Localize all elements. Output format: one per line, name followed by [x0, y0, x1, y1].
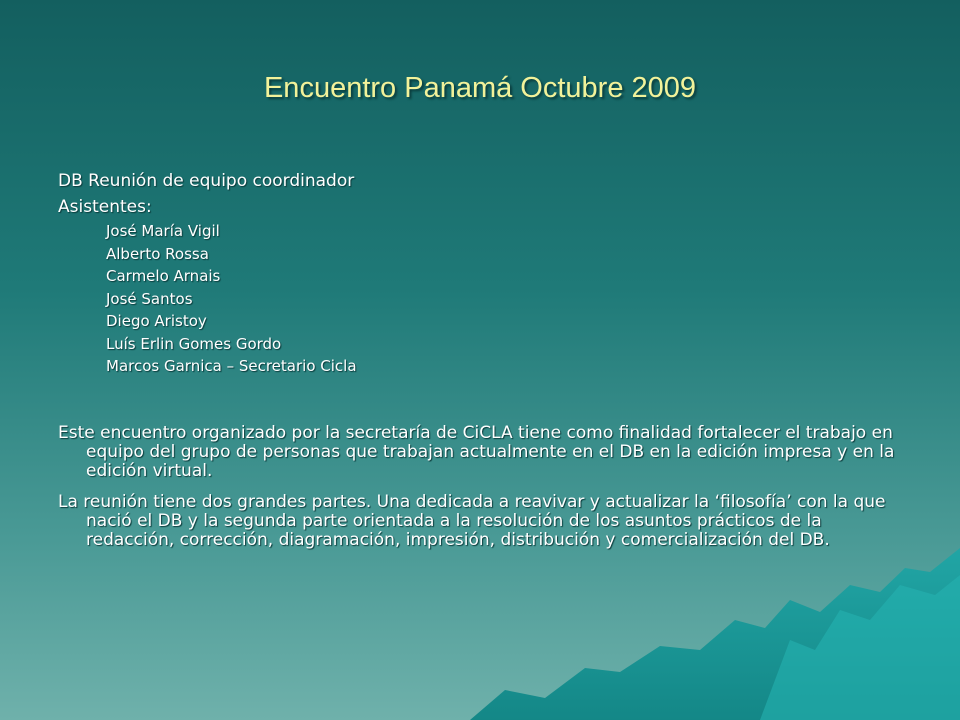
- attendee-item: Diego Aristoy: [106, 312, 207, 330]
- structure-paragraph: La reunión tiene dos grandes partes. Una dedicada a reavivar y actualizar la ‘filosofía’ con la que nació el DB y la segunda parte orientada a la resolución de los asuntos prácticos de la redacción, corrección, diagramación, impresión, distribución y comercialización del DB.: [58, 491, 886, 550]
- attendee-item: José Santos: [106, 289, 193, 308]
- attendees-label: Asistentes:: [58, 197, 152, 217]
- purpose-paragraph: Este encuentro organizado por la secretaría de CiCLA tiene como finalidad fortalecer el trabajo en equipo del grupo de personas que trabajan actualmente en el DB en la edición impresa y en la edición virtual.: [58, 422, 895, 481]
- attendee-item: Marcos Garnica – Secretario Cicla: [106, 357, 357, 375]
- slide-title: Encuentro Panamá Octubre 2009: [263, 72, 697, 104]
- slide-content: [58, 168, 898, 550]
- attendee-item: Luís Erlin Gomes Gordo: [106, 334, 282, 353]
- attendee-item: José María Vigil: [106, 222, 220, 240]
- attendee-item: Alberto Rossa: [106, 244, 209, 263]
- attendee-item: Carmelo Arnais: [106, 267, 221, 285]
- meeting-subtitle: DB Reunión de equipo coordinador: [58, 171, 355, 191]
- attendees-list: [58, 220, 898, 378]
